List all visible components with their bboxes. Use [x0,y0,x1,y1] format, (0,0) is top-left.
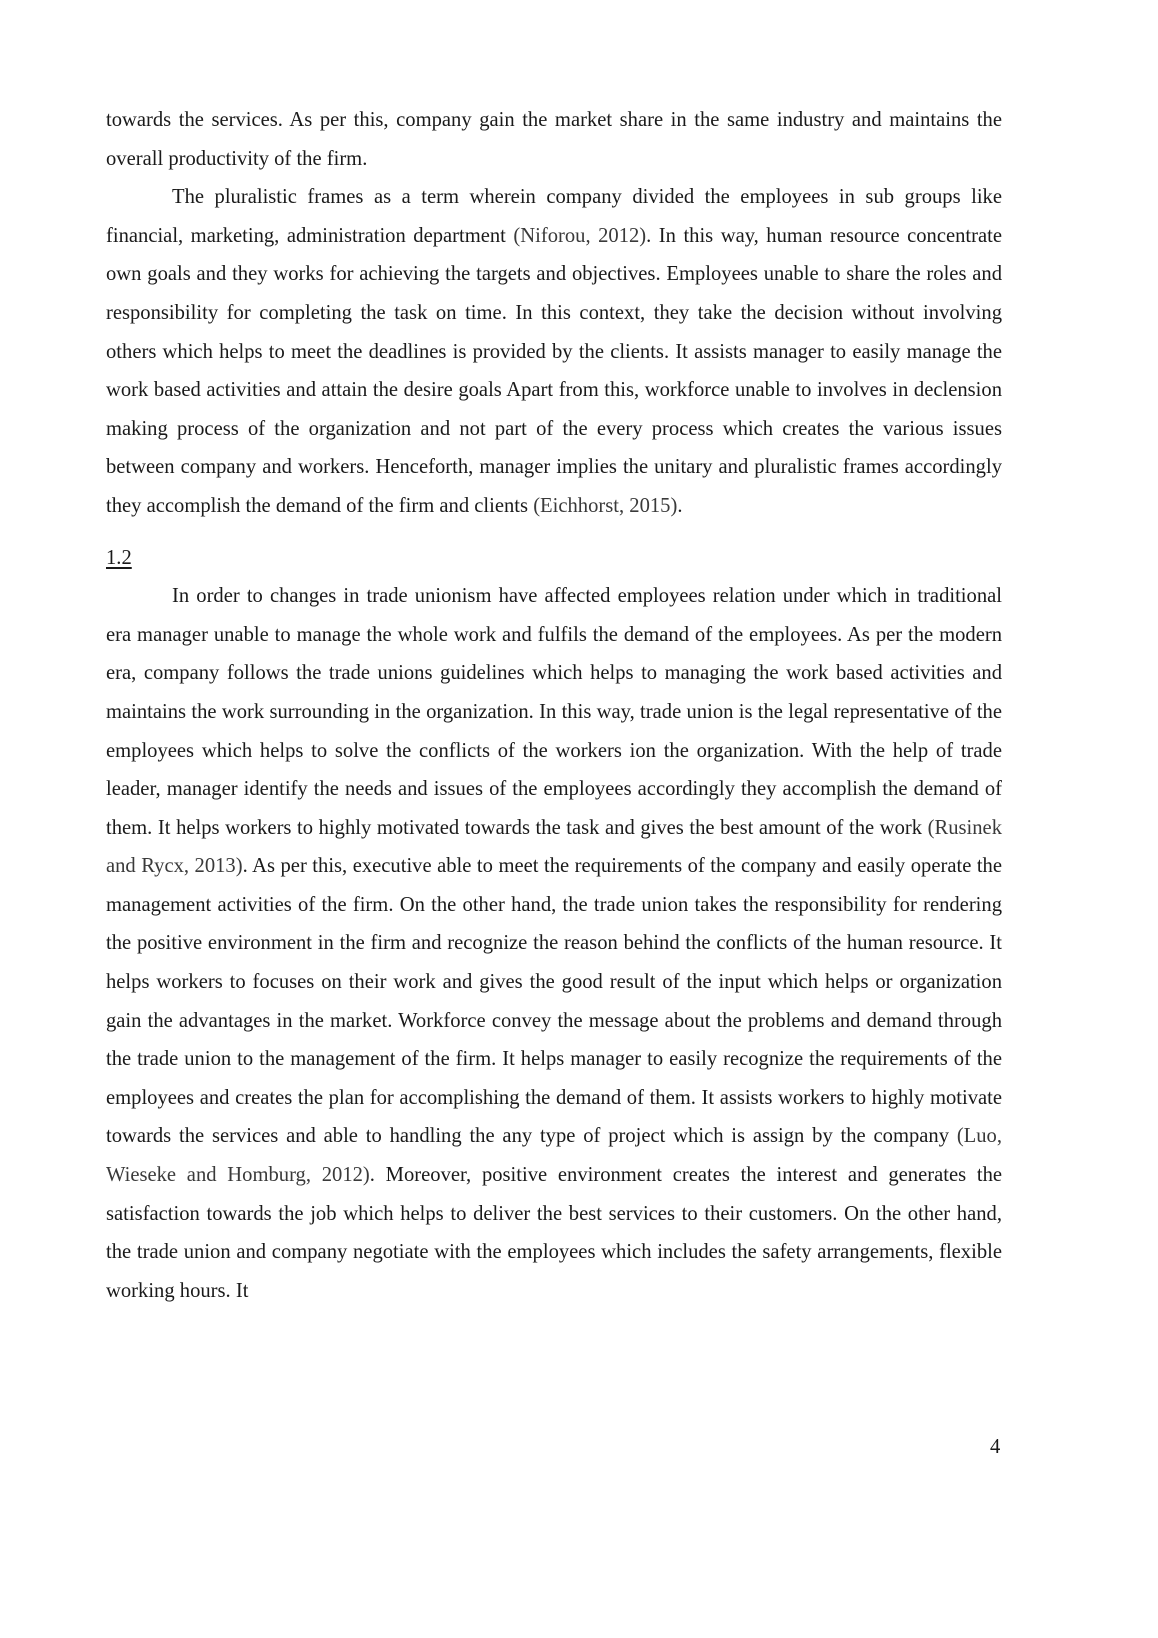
paragraph-text: The pluralistic frames as a term wherein company divided the employees in sub groups like financial, marketing, administration department [106,186,1002,247]
paragraph [106,577,1002,1310]
paragraph-text: In order to changes in trade unionism have affected employees relation under which in traditional era manager unable to manage the whole work and fulfils the demand of the employees. As per the modern era, company follows the trade unions guidelines which helps to managing the work based activities and maintains the work surrounding in the organization. In this way, trade union is the legal representative of the employees which helps to solve the conflicts of the workers ion the organization. With the help of trade leader, manager identify the needs and issues of the employees accordingly they accomplish the demand of them. It helps workers to highly motivated towards the task and gives the best amount of the work [106,585,1002,839]
paragraph-text: towards the services. As per this, company gain the market share in the same industry and maintains the overall productivity of the firm. [106,109,1002,170]
paragraph-text: . [677,494,683,517]
paragraph-text: . In this way, human resource concentrate own goals and they works for achieving the targets and objectives. Employees unable to share the roles and responsibility for completing the task on time. In this context, they take the decision without involving others which helps to meet the deadlines is provided by the clients. It assists manager to easily manage the work based activities and attain the desire goals Apart from this, workforce unable to involves in declension making process of the organization and not part of the every process which creates the various issues between company and workers. Henceforth, manager implies the unitary and pluralistic frames accordingly they accomplish the demand of the firm and clients [106,224,1002,517]
paragraph-text: . Moreover, positive environment creates the interest and generates the satisfaction towards the job which helps to deliver the best services to their customers. On the other hand, the trade union and company negotiate with the employees which includes the safety arrangements, flexible working hours. It [106,1164,1003,1302]
paragraphs-after [106,577,1002,1310]
paragraph-text: . As per this, executive able to meet the requirements of the company and easily operate the management activities of the firm. On the other hand, the trade union takes the responsibility for rendering the positive environment in the firm and recognize the reason behind the conflicts of the human resource. It helps workers to focuses on their work and gives the good result of the input which helps or organization gain the advantages in the market. Workforce convey the message about the problems and demand through the trade union to the management of the firm. It helps manager to easily recognize the requirements of the employees and creates the plan for accomplishing the demand of them. It assists workers to highly motivate towards the services and able to handling the any type of project which is assign by the company [106,855,1002,1148]
paragraph [106,178,1002,525]
citation: (Rusinek and Rycx, 2013) [106,816,1002,878]
paragraph [106,101,1002,178]
body-text [106,101,1002,1310]
citation: (Eichhorst, 2015) [533,494,678,517]
page-number: 4 [990,1436,1001,1458]
citation: (Niforou, 2012) [513,224,647,247]
citation: (Luo, Wieseke and Homburg, 2012) [106,1125,1002,1187]
section-heading: 1.2 [106,546,132,569]
paragraphs-before [106,101,1002,526]
